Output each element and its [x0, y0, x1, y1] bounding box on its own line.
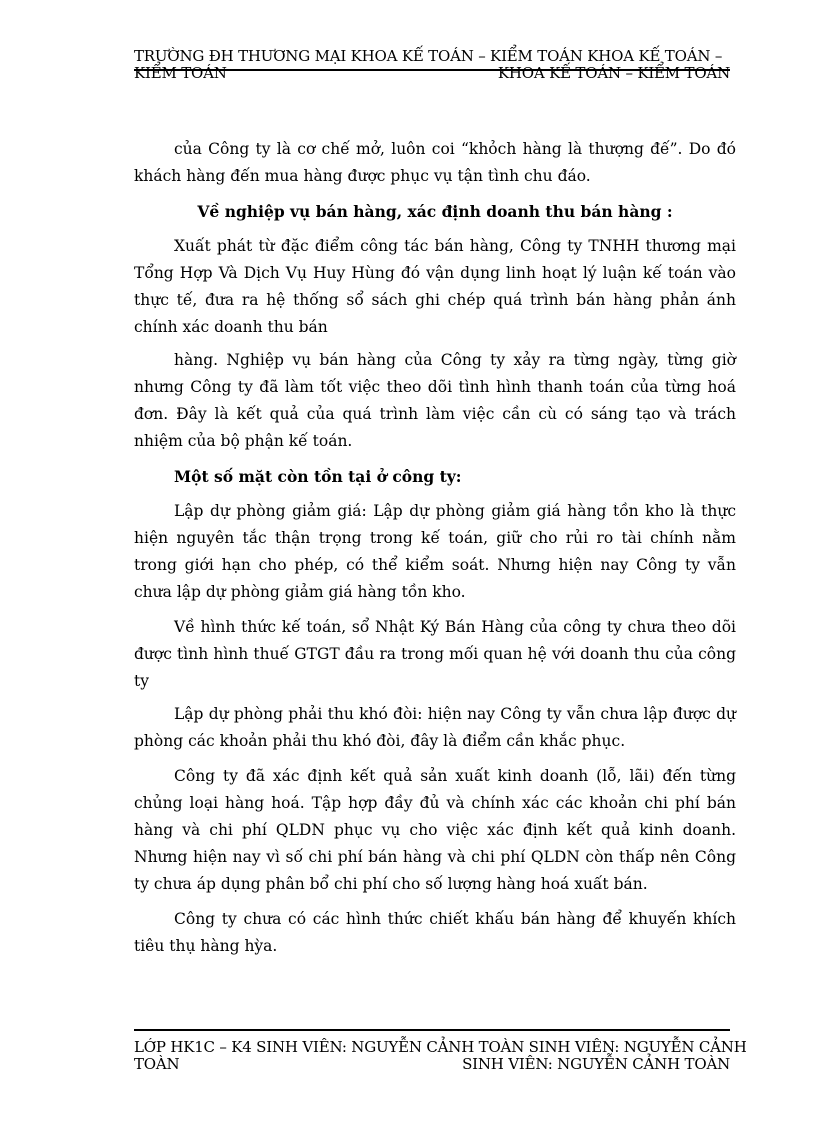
paragraph-5: Về hình thức kế toán, sổ Nhật Ký Bán Hàng của công ty chưa theo dõi được tình hình thuế GTGT đầu ra trong mối quan hệ với doanh thu của công ty: [134, 618, 736, 690]
page-footer: [134, 1038, 747, 1073]
section-heading-shortcomings: Một số mặt còn tồn tại ở công ty:: [174, 467, 462, 486]
footer-divider: [134, 1029, 730, 1031]
footer-line-1: LỚP HK1C – K4 SINH VIÊN: NGUYỄN CẢNH TOÀN SINH VIÊN: NGUYỄN CẢNH: [134, 1038, 747, 1056]
header-line-2-right: KHOA KẾ TOÁN – KIỂM TOÁN: [497, 64, 730, 82]
header-divider: [134, 69, 730, 71]
page-header: [134, 48, 730, 82]
paragraph-2: Xuất phát từ đặc điểm công tác bán hàng, Công ty TNHH thương mại Tổng Hợp Và Dịch Vụ Huy Hùng đó vận dụng linh hoạt lý luận kế toán vào thực tế, đưa ra hệ thống sổ sách ghi chép quá trình bán hàng phản ánh chính xác doanh thu bán: [134, 237, 736, 336]
footer-line-2-left: TOÀN: [134, 1055, 180, 1073]
header-line-1: TRƯỜNG ĐH THƯƠNG MẠI KHOA KẾ TOÁN – KIỂM TOÁN KHOA KẾ TOÁN –: [134, 47, 723, 65]
paragraph-8: Công ty chưa có các hình thức chiết khấu bán hàng để khuyến khích tiêu thụ hàng hỳa.: [134, 910, 736, 955]
paragraph-4: Lập dự phòng giảm giá: Lập dự phòng giảm giá hàng tồn kho là thực hiện nguyên tắc thận trọng trong kế toán, giữ cho rủi ro tài chính nằm trong giới hạn cho phép, có thể kiểm soát. Nhưng hiện nay Công ty vẫn chưa lập dự phòng giảm giá hàng tồn kho.: [134, 502, 736, 601]
section-heading-sales: Về nghiệp vụ bán hàng, xác định doanh thu bán hàng :: [197, 202, 673, 221]
paragraph-3: hàng. Nghiệp vụ bán hàng của Công ty xảy ra từng ngày, từng giờ nhưng Công ty đã làm tốt việc theo dõi tình hình thanh toán của từng hoá đơn. Đây là kết quả của quá trình làm việc cần cù có sáng tạo và trách nhiệm của bộ phận kế toán.: [134, 351, 736, 450]
paragraph-6: Lập dự phòng phải thu khó đòi: hiện nay Công ty vẫn chưa lập được dự phòng các khoản phải thu khó đòi, đây là điểm cần khắc phục.: [134, 705, 736, 750]
header-line-2: [134, 65, 730, 82]
footer-line-2-right: SINH VIÊN: NGUYỄN CẢNH TOÀN: [462, 1055, 730, 1073]
header-line-2-left: KIỂM TOÁN: [134, 64, 227, 82]
footer-line-2: [134, 1056, 730, 1073]
document-body: [134, 136, 736, 968]
paragraph-1: của Công ty là cơ chế mở, luôn coi “khỏch hàng là thượng đế”. Do đó khách hàng đến mua hàng được phục vụ tận tình chu đáo.: [134, 140, 736, 185]
paragraph-7: Công ty đã xác định kết quả sản xuất kinh doanh (lỗ, lãi) đến từng chủng loại hàng hoá. Tập hợp đầy đủ và chính xác các khoản chi phí bán hàng và chi phí QLDN phục vụ cho việc xác định kết quả kinh doanh. Nhưng hiện nay vì số chi phí bán hàng và chi phí QLDN còn thấp nên Công ty chưa áp dụng phân bổ chi phí cho số lượng hàng hoá xuất bán.: [134, 767, 736, 893]
